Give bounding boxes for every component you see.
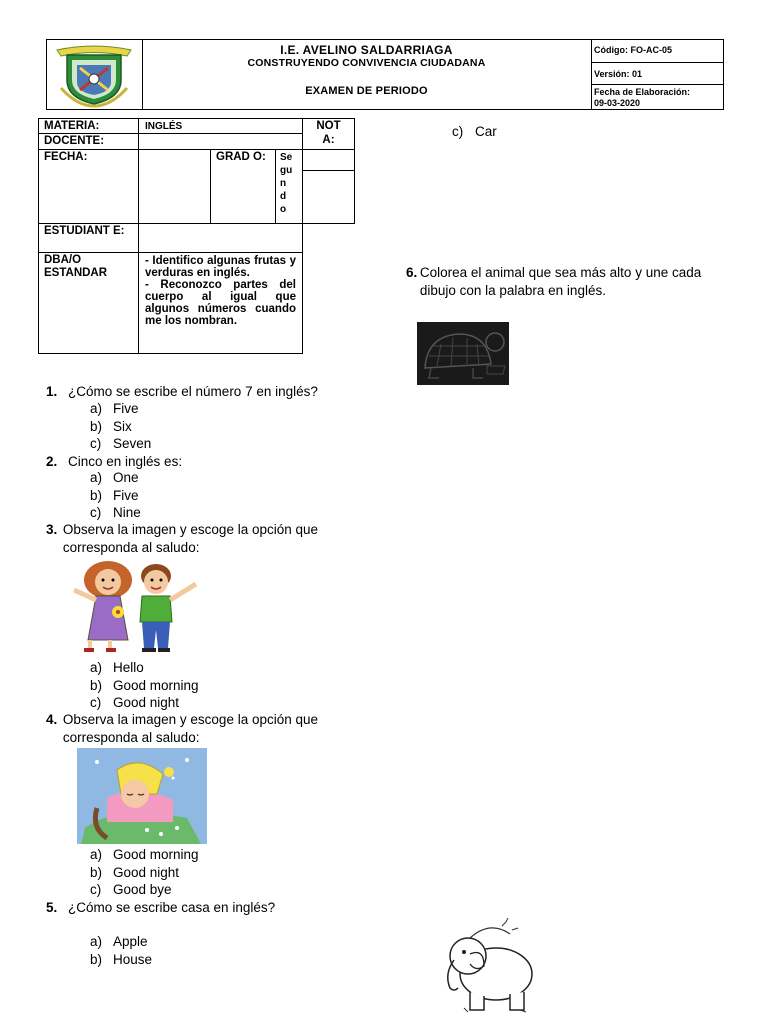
- option[interactable]: c) Good bye: [90, 882, 172, 897]
- school-name: I.E. AVELINO SALDARRIAGA: [280, 43, 453, 57]
- nota-label: NOT A:: [302, 118, 355, 150]
- question-5-option-c[interactable]: c) Car: [452, 124, 497, 139]
- sleeping-child-image: [77, 748, 207, 849]
- option[interactable]: c) Seven: [90, 436, 152, 451]
- option[interactable]: a) Good morning: [90, 847, 199, 862]
- dba-label: DBA/O ESTANDAR: [38, 252, 139, 354]
- option[interactable]: a) Hello: [90, 660, 144, 675]
- question-4: 4. Observa la imagen y escoge la opción que corresponda al saludo:: [46, 712, 319, 745]
- option[interactable]: c) Good night: [90, 695, 180, 710]
- materia-label: MATERIA:: [38, 118, 139, 134]
- estudiante-label: ESTUDIANT E:: [38, 223, 139, 253]
- estudiante-field[interactable]: [138, 223, 303, 253]
- kids-greeting-image: [70, 560, 202, 661]
- grado-label: GRAD O:: [210, 149, 276, 224]
- document-header: [46, 39, 724, 110]
- grado-value: Se gu n d o: [275, 149, 303, 224]
- question-6: 6. Colorea el animal que sea más alto y une cada dibujo con la palabra en inglés.: [406, 265, 702, 298]
- turtle-image: [417, 322, 509, 390]
- question-2: 2. Cinco en inglés es:: [46, 454, 183, 469]
- option[interactable]: a) One: [90, 470, 139, 485]
- materia-value: INGLÉS: [138, 118, 303, 134]
- question-1: 1. ¿Cómo se escribe el número 7 en inglés?: [46, 384, 318, 399]
- option[interactable]: c) Nine: [90, 505, 141, 520]
- school-motto: CONSTRUYENDO CONVIVENCIA CIUDADANA: [247, 57, 486, 69]
- question-3: 3. Observa la imagen y escoge la opción que corresponda al saludo:: [46, 522, 319, 555]
- exam-title: EXAMEN DE PERIODO: [305, 85, 428, 97]
- student-info-table: [38, 118, 355, 354]
- option[interactable]: a) Apple: [90, 934, 148, 949]
- question-2-options: [90, 469, 141, 522]
- option[interactable]: b) Six: [90, 418, 132, 434]
- question-5-options: [90, 933, 152, 968]
- elephant-image: [440, 918, 538, 1023]
- docente-label: DOCENTE:: [38, 133, 139, 150]
- option[interactable]: b) Five: [90, 487, 139, 503]
- option[interactable]: b) Good morning: [90, 677, 199, 693]
- document-version: Versión: 01: [591, 63, 723, 85]
- question-3-options: [90, 659, 199, 712]
- option[interactable]: b) Good night: [90, 864, 180, 880]
- elaboration-date: Fecha de Elaboración: 09-03-2020: [594, 87, 691, 108]
- option[interactable]: b) House: [90, 951, 153, 967]
- option[interactable]: a) Five: [90, 401, 139, 416]
- question-4-options: [90, 846, 199, 899]
- nota-field[interactable]: [302, 149, 355, 171]
- question-1-options: [90, 400, 151, 453]
- docente-field[interactable]: [138, 133, 303, 150]
- document-code: Código: FO-AC-05: [591, 40, 723, 63]
- school-logo: [47, 40, 143, 109]
- question-5: 5. ¿Cómo se escribe casa en inglés?: [46, 900, 276, 915]
- nota-field-2[interactable]: [302, 170, 355, 224]
- dba-text: - Identifico algunas frutas y verduras en inglés. - Reconozco partes del cuerpo al igual que algunos números cuando me los nombran.: [138, 252, 303, 354]
- fecha-label: FECHA:: [38, 149, 139, 224]
- fecha-field[interactable]: [138, 149, 211, 224]
